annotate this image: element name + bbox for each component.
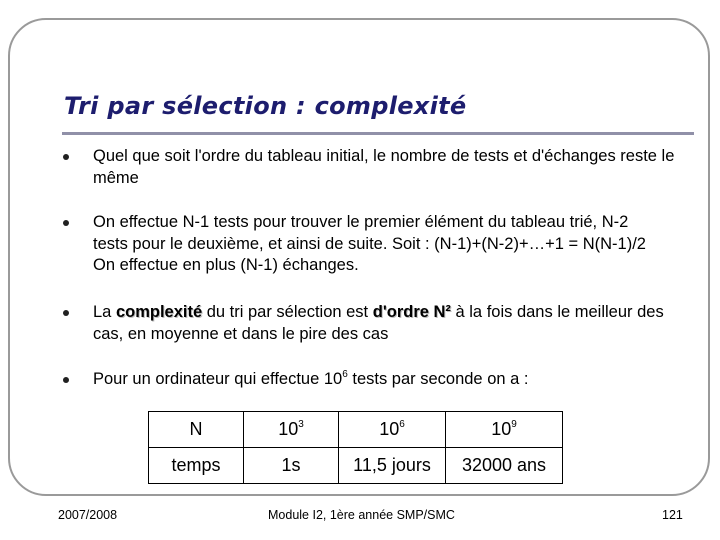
bullet-2-line-2: tests pour le deuxième, et ainsi de suite. Soit : (N-1)+(N-2)+…+1 = N(N-1)/2 — [93, 234, 646, 253]
bullet-3-text — [93, 302, 693, 345]
slide-title: Tri par sélection : complexité — [64, 92, 467, 120]
complexity-table — [148, 411, 563, 484]
bullet-3-before: La — [93, 303, 116, 321]
bullet-4-before: Pour un ordinateur qui effectue 10 — [93, 370, 343, 388]
table-cell: $10^6$ — [339, 412, 446, 448]
order-term: d'ordre N² — [372, 303, 451, 321]
footer-page-number: 121 — [662, 508, 683, 522]
bullet-4-text — [93, 369, 693, 391]
table-cell: 11,5 jours — [339, 448, 446, 484]
bullet-1-text: Quel que soit l'ordre du tableau initial, le nombre de tests et d'échanges reste le même — [93, 147, 675, 187]
bullet-dot-icon — [63, 310, 69, 316]
footer-course: Module I2, 1ère année SMP/SMC — [268, 508, 455, 522]
footer-date: 2007/2008 — [58, 508, 118, 522]
table-cell: 32000 ans — [446, 448, 563, 484]
bullet-dot-icon — [63, 377, 69, 383]
bullet-2-text — [93, 212, 693, 277]
bullet-2-line-3: On effectue en plus (N-1) échanges. — [93, 256, 359, 274]
bullet-4-after: tests par seconde on a : — [347, 370, 529, 388]
row-label-temps: temps — [149, 448, 244, 484]
row-label-n: N — [149, 412, 244, 448]
bullet-4-exponent: 6 — [342, 368, 348, 380]
table-row — [149, 412, 563, 448]
bullet-2-line-1: On effectue N-1 tests pour trouver le premier élément du tableau trié, N-2 — [93, 213, 629, 231]
bullet-dot-icon — [63, 154, 69, 160]
title-underline — [62, 132, 694, 135]
bullet-3-after: à la fois dans le meilleur des cas, en moyenne et dans le pire des cas — [93, 303, 664, 343]
table-cell: $10^9$ — [446, 412, 563, 448]
table-cell: $10^3$ — [244, 412, 339, 448]
bullet-3-middle: du tri par sélection est — [202, 303, 373, 321]
bullet-dot-icon — [63, 220, 69, 226]
complexity-term: complexité — [115, 303, 203, 321]
table-row — [149, 448, 563, 484]
table-cell: 1s — [244, 448, 339, 484]
